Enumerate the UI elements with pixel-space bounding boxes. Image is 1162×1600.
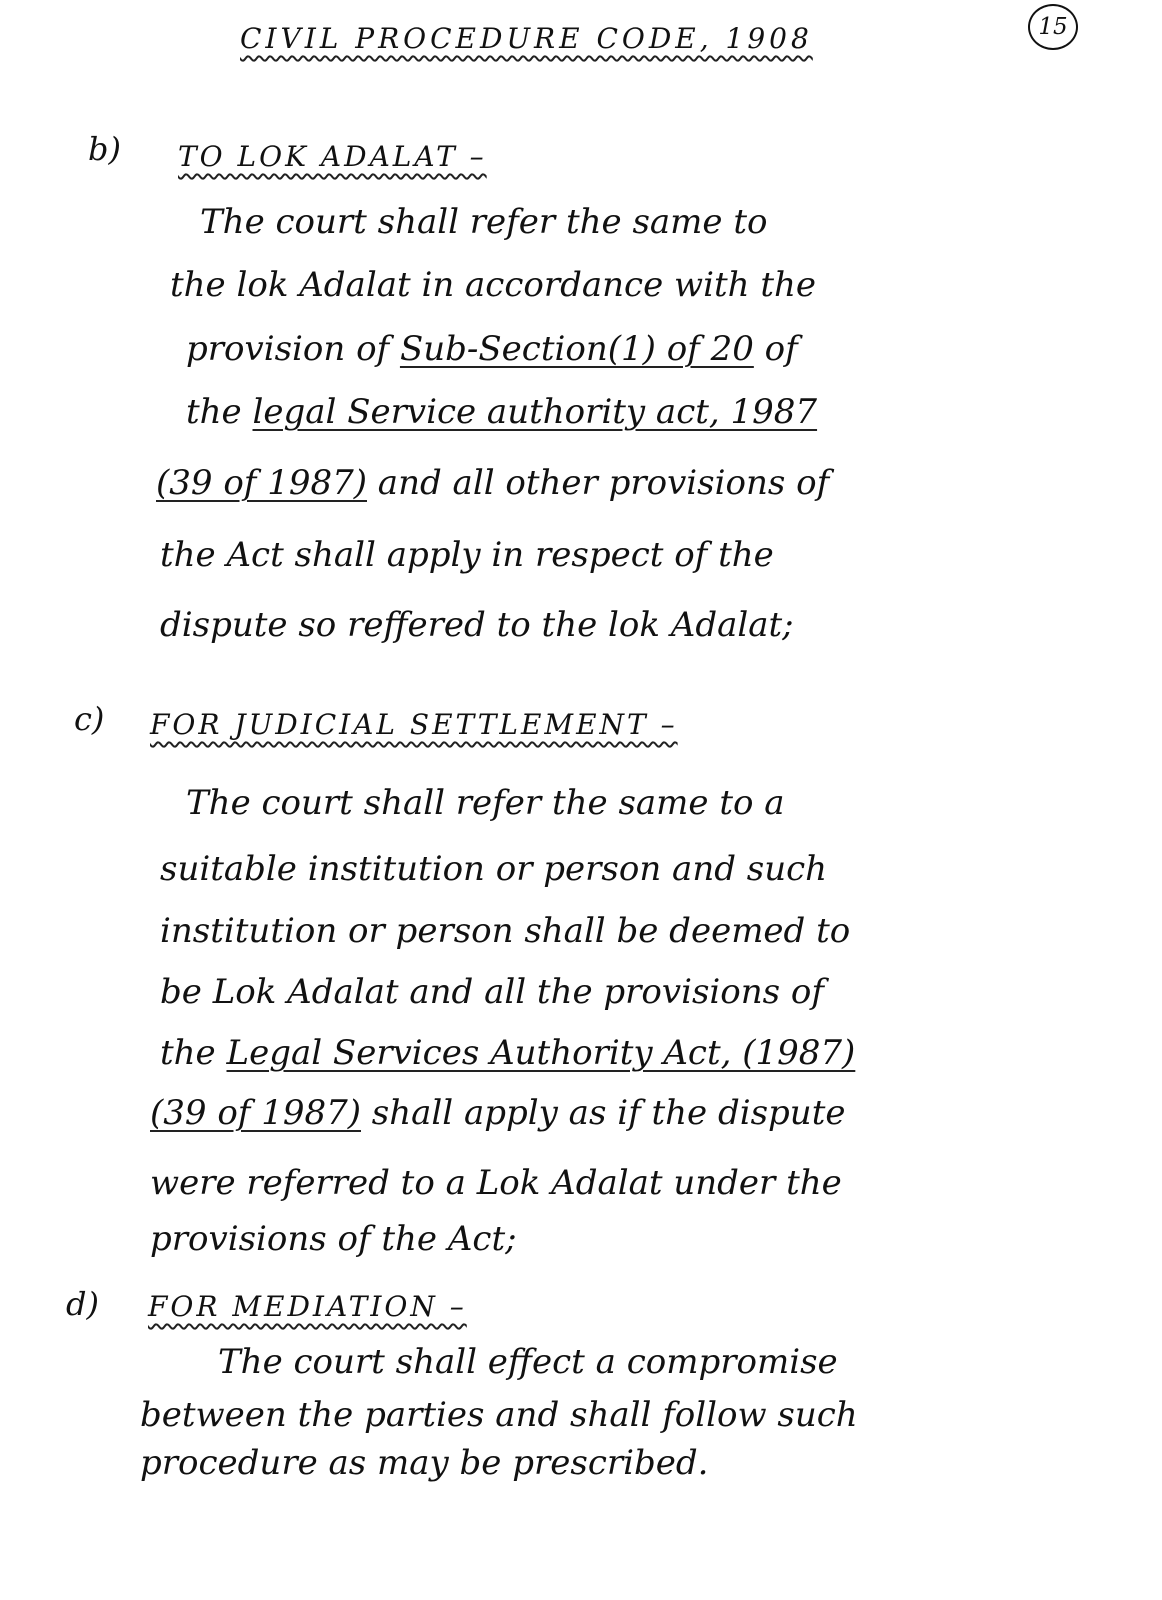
section-heading: FOR JUDICIAL SETTLEMENT –	[150, 708, 678, 741]
text-line: suitable institution or person and such	[160, 849, 828, 889]
text-line: the legal Service authority act, 1987	[186, 392, 818, 432]
section-heading: TO LOK ADALAT –	[178, 140, 487, 173]
text-line: institution or person shall be deemed to	[160, 911, 851, 951]
text-line: the lok Adalat in accordance with the	[170, 265, 817, 305]
text-line: the Legal Services Authority Act, (1987)	[160, 1033, 856, 1073]
underlined-reference: Sub-Section(1) of 20	[399, 329, 754, 369]
text-line: The court shall effect a compromise	[218, 1342, 838, 1382]
underlined-reference: Legal Services Authority Act, (1987)	[226, 1033, 856, 1073]
text-line: The court shall refer the same to	[200, 202, 768, 242]
underlined-reference: (39 of 1987)	[156, 463, 367, 503]
underlined-reference: (39 of 1987)	[150, 1093, 361, 1133]
text-line: dispute so reffered to the lok Adalat;	[160, 605, 794, 645]
text-line: the Act shall apply in respect of the	[160, 535, 774, 575]
section-marker: c)	[74, 700, 105, 738]
text-line: provision of Sub-Section(1) of 20 of	[186, 329, 798, 369]
text-line: The court shall refer the same to a	[186, 783, 785, 823]
text-line: (39 of 1987) shall apply as if the dispute	[150, 1093, 846, 1133]
text-line: were referred to a Lok Adalat under the	[150, 1163, 842, 1203]
section-marker: b)	[88, 130, 121, 168]
page-number	[1028, 4, 1078, 50]
text-line: provisions of the Act;	[150, 1219, 517, 1259]
text-line: procedure as may be prescribed.	[140, 1443, 709, 1483]
underlined-reference: legal Service authority act, 1987	[252, 392, 818, 432]
text-line: (39 of 1987) and all other provisions of	[156, 463, 830, 503]
text-line: be Lok Adalat and all the provisions of	[160, 972, 824, 1012]
page-number-text: 15	[1038, 14, 1068, 40]
section-marker: d)	[66, 1285, 99, 1323]
section-heading: FOR MEDIATION –	[148, 1290, 467, 1323]
text-line: between the parties and shall follow such	[140, 1395, 858, 1435]
page-title: CIVIL PROCEDURE CODE, 1908	[240, 22, 813, 55]
